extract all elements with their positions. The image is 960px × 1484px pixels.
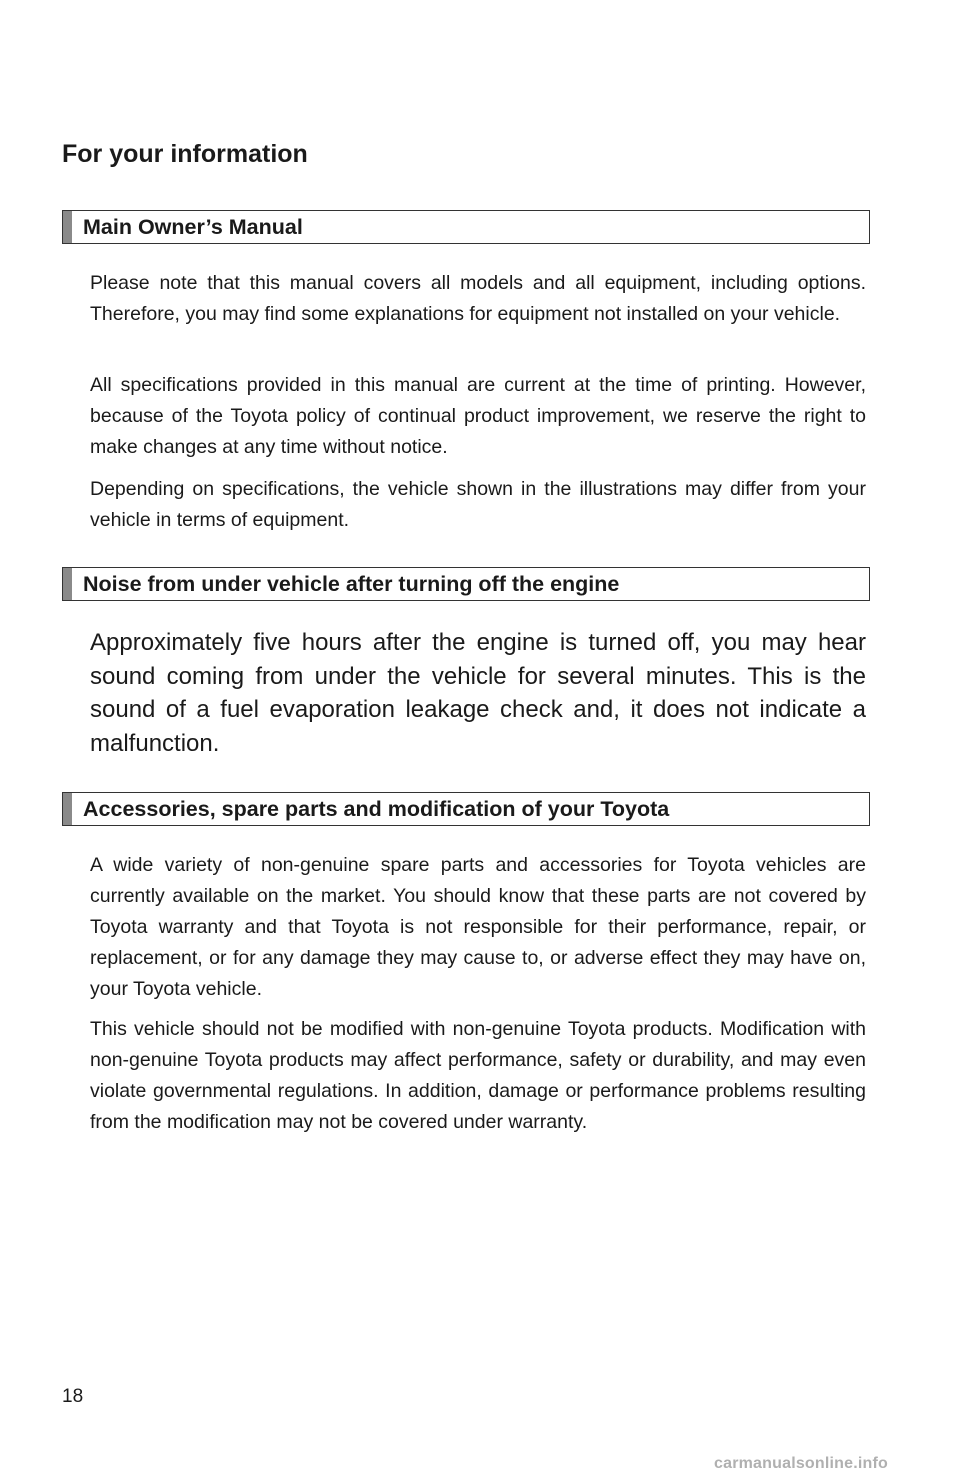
watermark: carmanualsonline.info [714, 1455, 889, 1472]
paragraph: A wide variety of non-genuine spare parts and accessories for Toyota vehicles are currently available on the market. You should know that these parts are not covered by Toyota warranty and that Toyota is not responsible for their performance, repair, or replacement, or for any damage they may cause to, or adverse effect they may have on, your Toyota vehicle. [90, 854, 866, 1000]
paragraph: This vehicle should not be modified with non-genuine Toyota products. Modification with non-genuine Toyota products may affect performance, safety or durability, and may even violate governmental regulations. In addition, damage or performance problems resulting from the modification may not be covered under warranty. [90, 1018, 866, 1133]
page-title: For your information [62, 140, 308, 168]
page-number: 18 [62, 1386, 84, 1407]
section-header-bar [63, 211, 72, 243]
section-header-accessories [62, 792, 870, 826]
paragraph: Please note that this manual covers all models and all equipment, including options. Therefore, you may find some explanations for equipment not installed on your vehicle. [90, 272, 866, 325]
section-header-bar [63, 568, 72, 600]
paragraph: All specifications provided in this manual are current at the time of printing. However, because of the Toyota policy of continual product improvement, we reserve the right to make changes at any time without notice. [90, 374, 866, 458]
paragraph: Depending on specifications, the vehicle shown in the illustrations may differ from your vehicle in terms of equipment. [90, 478, 866, 531]
section-header-bar [63, 793, 72, 825]
section-header-main-owners-manual [62, 210, 870, 244]
section-header-noise [62, 567, 870, 601]
section-heading: Accessories, spare parts and modification of your Toyota [83, 796, 670, 821]
paragraph: Approximately five hours after the engine is turned off, you may hear sound coming from under the vehicle for several minutes. This is the sound of a fuel evaporation leakage check and, it does not indicate a malfunction. [90, 629, 866, 757]
section-heading: Noise from under vehicle after turning off the engine [83, 571, 620, 596]
section-heading: Main Owner’s Manual [83, 214, 303, 239]
